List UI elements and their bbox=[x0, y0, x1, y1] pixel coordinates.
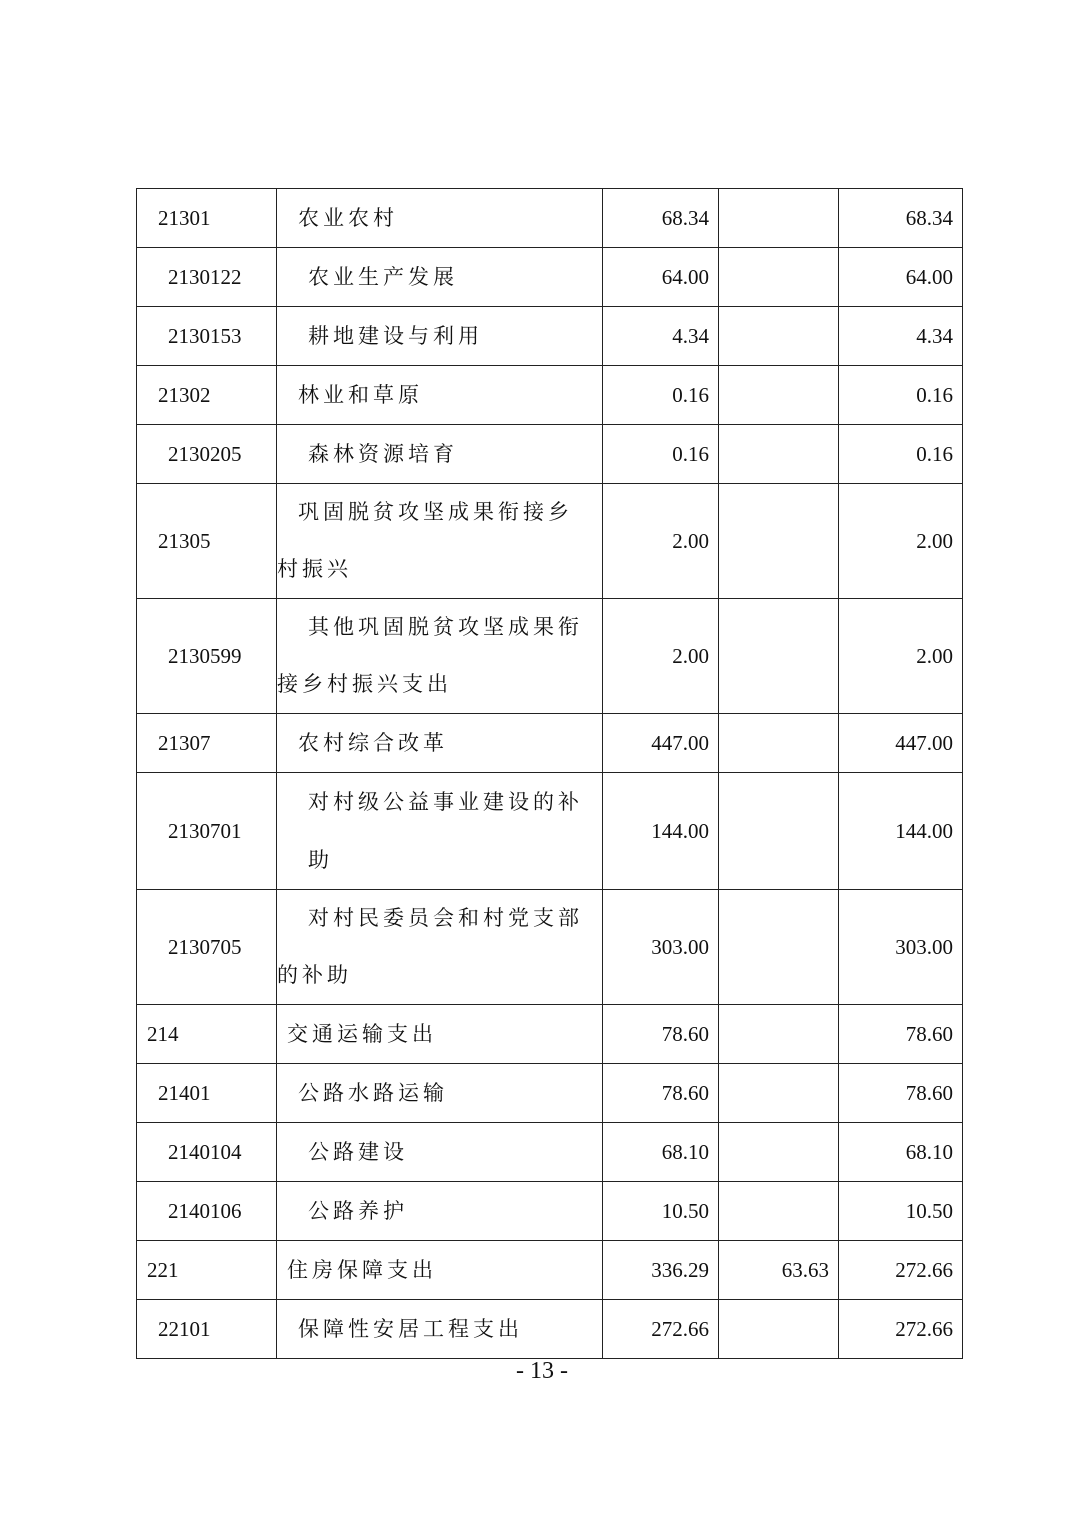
table-row bbox=[137, 366, 963, 425]
table-row bbox=[137, 1300, 963, 1359]
row-project: 447.00 bbox=[839, 714, 963, 773]
row-basic bbox=[719, 484, 839, 599]
row-code: 2130599 bbox=[137, 599, 277, 714]
row-name: 巩固脱贫攻坚成果衔接乡村振兴 bbox=[277, 484, 603, 599]
row-basic bbox=[719, 773, 839, 890]
row-basic bbox=[719, 1300, 839, 1359]
table-row bbox=[137, 599, 963, 714]
table-row bbox=[137, 1064, 963, 1123]
row-project: 272.66 bbox=[839, 1241, 963, 1300]
page-number: - 13 - bbox=[516, 1358, 568, 1384]
row-total: 144.00 bbox=[603, 773, 719, 890]
row-name: 对村民委员会和村党支部的补助 bbox=[277, 890, 603, 1005]
row-name: 公路养护 bbox=[277, 1182, 603, 1241]
row-name: 公路建设 bbox=[277, 1123, 603, 1182]
row-name: 公路水路运输 bbox=[277, 1064, 603, 1123]
row-basic bbox=[719, 1123, 839, 1182]
table-row bbox=[137, 773, 963, 890]
row-project: 0.16 bbox=[839, 366, 963, 425]
row-basic bbox=[719, 599, 839, 714]
row-project: 78.60 bbox=[839, 1005, 963, 1064]
table-row bbox=[137, 714, 963, 773]
row-code: 2130122 bbox=[137, 248, 277, 307]
row-code: 21307 bbox=[137, 714, 277, 773]
row-name: 农村综合改革 bbox=[277, 714, 603, 773]
row-name: 其他巩固脱贫攻坚成果衔接乡村振兴支出 bbox=[277, 599, 603, 714]
row-project: 78.60 bbox=[839, 1064, 963, 1123]
row-code: 2140104 bbox=[137, 1123, 277, 1182]
table-row bbox=[137, 307, 963, 366]
row-code: 2130153 bbox=[137, 307, 277, 366]
row-name: 保障性安居工程支出 bbox=[277, 1300, 603, 1359]
row-total: 336.29 bbox=[603, 1241, 719, 1300]
row-basic bbox=[719, 1005, 839, 1064]
table-row bbox=[137, 1241, 963, 1300]
table-row bbox=[137, 248, 963, 307]
row-basic bbox=[719, 714, 839, 773]
row-basic bbox=[719, 1064, 839, 1123]
table-row bbox=[137, 1005, 963, 1064]
table-row bbox=[137, 189, 963, 248]
table-row bbox=[137, 1123, 963, 1182]
row-project: 2.00 bbox=[839, 599, 963, 714]
row-project: 0.16 bbox=[839, 425, 963, 484]
row-name: 耕地建设与利用 bbox=[277, 307, 603, 366]
row-basic bbox=[719, 307, 839, 366]
row-total: 68.10 bbox=[603, 1123, 719, 1182]
table-row bbox=[137, 890, 963, 1005]
row-total: 0.16 bbox=[603, 425, 719, 484]
row-basic bbox=[719, 890, 839, 1005]
row-project: 68.10 bbox=[839, 1123, 963, 1182]
row-total: 2.00 bbox=[603, 599, 719, 714]
row-code: 21305 bbox=[137, 484, 277, 599]
row-project: 68.34 bbox=[839, 189, 963, 248]
row-code: 21401 bbox=[137, 1064, 277, 1123]
row-project: 64.00 bbox=[839, 248, 963, 307]
row-name: 交通运输支出 bbox=[277, 1005, 603, 1064]
row-basic: 63.63 bbox=[719, 1241, 839, 1300]
row-name: 农业生产发展 bbox=[277, 248, 603, 307]
row-project: 2.00 bbox=[839, 484, 963, 599]
row-code: 214 bbox=[137, 1005, 277, 1064]
row-basic bbox=[719, 425, 839, 484]
row-basic bbox=[719, 248, 839, 307]
row-name: 住房保障支出 bbox=[277, 1241, 603, 1300]
row-total: 78.60 bbox=[603, 1005, 719, 1064]
row-code: 22101 bbox=[137, 1300, 277, 1359]
row-basic bbox=[719, 366, 839, 425]
row-code: 2130205 bbox=[137, 425, 277, 484]
row-total: 10.50 bbox=[603, 1182, 719, 1241]
row-total: 2.00 bbox=[603, 484, 719, 599]
row-code: 21301 bbox=[137, 189, 277, 248]
table-row bbox=[137, 484, 963, 599]
row-code: 2130701 bbox=[137, 773, 277, 890]
row-total: 4.34 bbox=[603, 307, 719, 366]
row-total: 447.00 bbox=[603, 714, 719, 773]
row-project: 272.66 bbox=[839, 1300, 963, 1359]
row-total: 272.66 bbox=[603, 1300, 719, 1359]
row-code: 2140106 bbox=[137, 1182, 277, 1241]
row-basic bbox=[719, 1182, 839, 1241]
row-project: 303.00 bbox=[839, 890, 963, 1005]
table-row bbox=[137, 1182, 963, 1241]
row-name: 对村级公益事业建设的补助 bbox=[277, 773, 603, 890]
row-project: 10.50 bbox=[839, 1182, 963, 1241]
row-project: 4.34 bbox=[839, 307, 963, 366]
row-project: 144.00 bbox=[839, 773, 963, 890]
row-total: 68.34 bbox=[603, 189, 719, 248]
row-code: 2130705 bbox=[137, 890, 277, 1005]
row-name: 林业和草原 bbox=[277, 366, 603, 425]
row-total: 78.60 bbox=[603, 1064, 719, 1123]
row-total: 0.16 bbox=[603, 366, 719, 425]
row-basic bbox=[719, 189, 839, 248]
budget-table bbox=[136, 188, 963, 1359]
table-row bbox=[137, 425, 963, 484]
row-total: 64.00 bbox=[603, 248, 719, 307]
row-total: 303.00 bbox=[603, 890, 719, 1005]
row-code: 21302 bbox=[137, 366, 277, 425]
row-name: 森林资源培育 bbox=[277, 425, 603, 484]
row-name: 农业农村 bbox=[277, 189, 603, 248]
row-code: 221 bbox=[137, 1241, 277, 1300]
